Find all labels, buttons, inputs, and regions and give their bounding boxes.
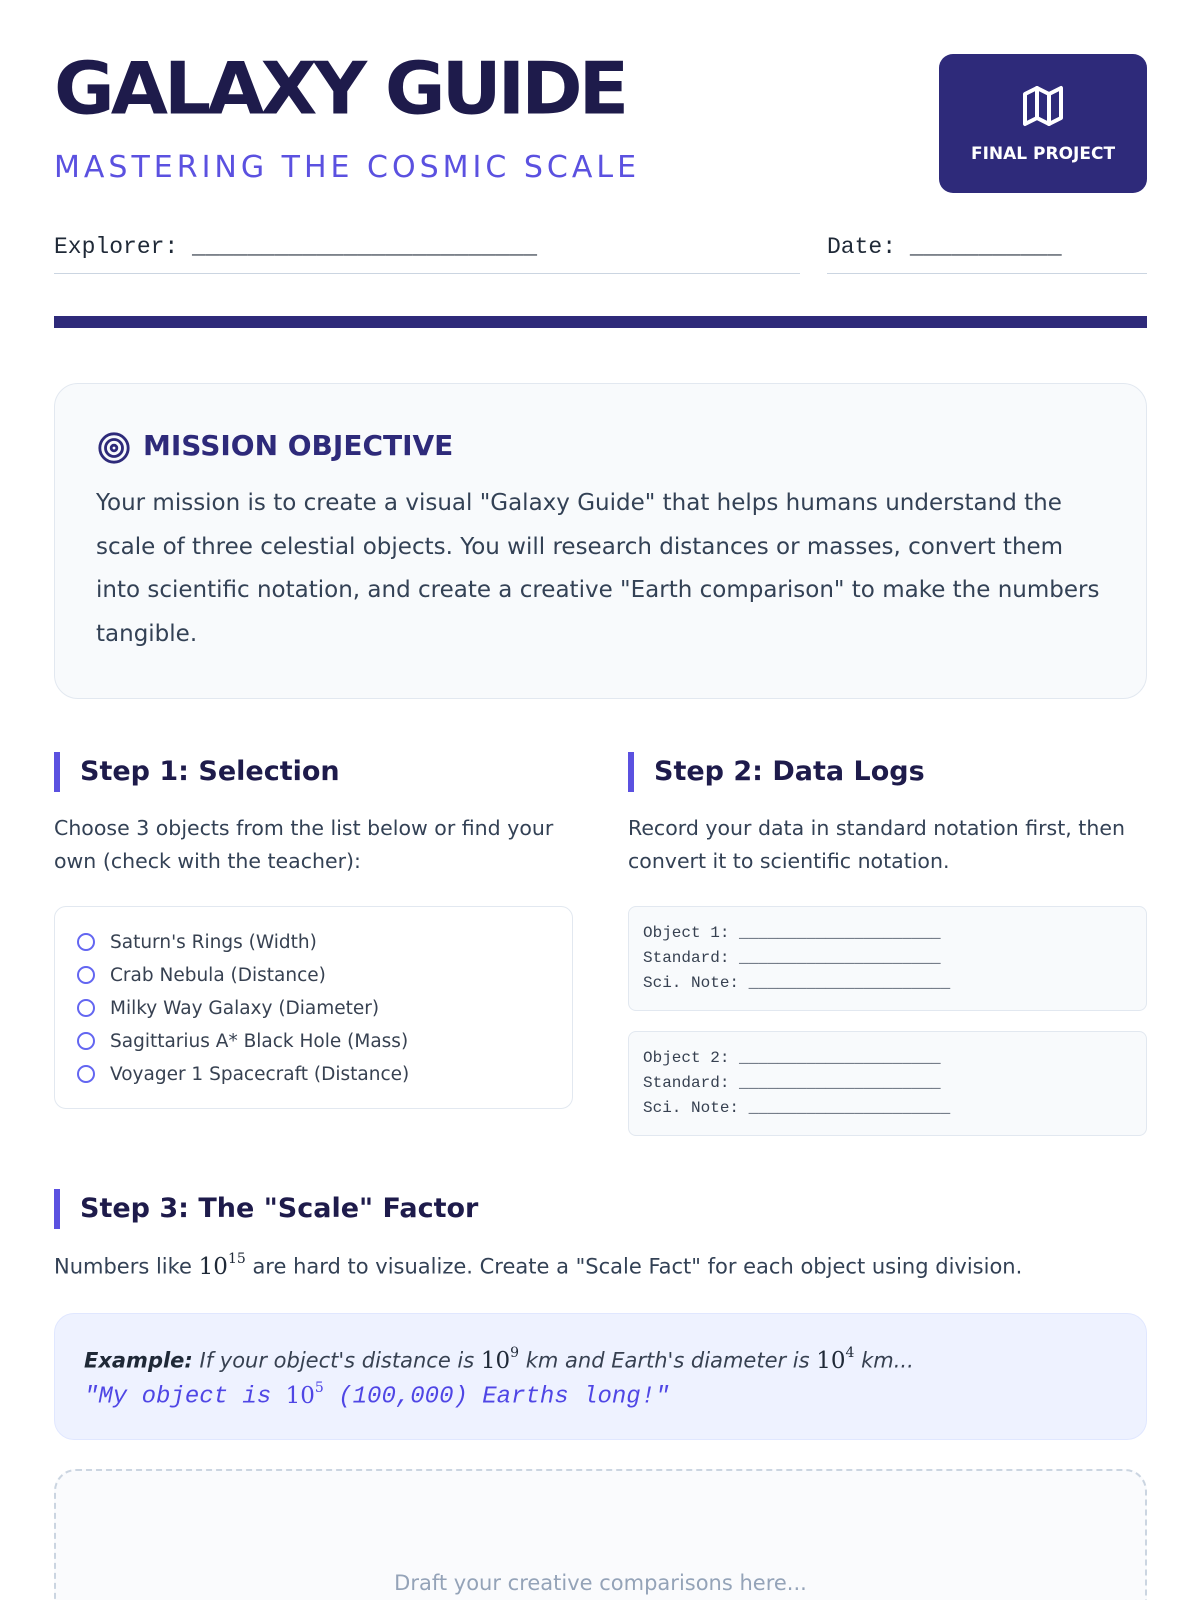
step3-text-before: Numbers like <box>54 1254 199 1279</box>
map-icon <box>1019 82 1067 130</box>
step2-instructions: Record your data in standard notation first, then convert it to scientific notation. <box>628 816 1125 873</box>
log-object-line: Object 1: _____________________ <box>643 924 941 942</box>
date-field[interactable]: Date: ___________ <box>827 234 1062 260</box>
explorer-field[interactable]: Explorer: _________________________ <box>54 234 538 260</box>
log-standard-line: Standard: _____________________ <box>643 1074 941 1092</box>
example-text: km... <box>854 1348 914 1373</box>
target-icon <box>97 431 131 465</box>
step1-instructions: Choose 3 objects from the list below or find your own (check with the teacher): <box>54 816 554 873</box>
power-of-ten <box>480 1345 520 1374</box>
example-callout <box>54 1313 1147 1440</box>
option-label: Milky Way Galaxy (Diameter) <box>110 997 380 1019</box>
final-project-badge <box>939 54 1147 193</box>
quote-text: "My object is <box>84 1383 286 1411</box>
page-subtitle: MASTERING THE COSMIC SCALE <box>54 150 641 185</box>
example-text: If your object's distance is <box>192 1348 481 1373</box>
mission-objective-card <box>54 383 1147 699</box>
draft-placeholder: Draft your creative comparisons here... <box>394 1571 807 1595</box>
power-of-ten <box>285 1380 324 1409</box>
option-label: Saturn's Rings (Width) <box>110 931 317 953</box>
radio-button[interactable] <box>77 933 95 951</box>
power-exponent: 9 <box>510 1345 520 1361</box>
radio-button[interactable] <box>77 1032 95 1050</box>
list-item[interactable] <box>77 993 379 1023</box>
power-exponent: 5 <box>314 1380 324 1396</box>
power-base: 10 <box>816 1347 846 1374</box>
power-base: 10 <box>198 1253 228 1280</box>
data-log-object-1[interactable] <box>628 906 1147 1011</box>
step1-heading: Step 1: Selection <box>54 752 340 792</box>
explorer-underline <box>54 273 800 274</box>
option-label: Sagittarius A* Black Hole (Mass) <box>110 1030 409 1052</box>
power-base: 10 <box>480 1347 511 1374</box>
option-label: Voyager 1 Spacecraft (Distance) <box>110 1063 410 1085</box>
example-text: km and Earth's diameter is <box>519 1348 817 1373</box>
log-standard-line: Standard: _____________________ <box>643 949 941 967</box>
radio-button[interactable] <box>77 966 95 984</box>
power-exponent: 15 <box>227 1251 246 1267</box>
log-sci-note-line: Sci. Note: _____________________ <box>643 974 951 992</box>
step2-heading: Step 2: Data Logs <box>628 752 925 792</box>
option-label: Crab Nebula (Distance) <box>110 964 326 986</box>
mission-title: MISSION OBJECTIVE <box>143 429 454 462</box>
step3-instructions <box>54 1253 1022 1280</box>
step3-heading: Step 3: The "Scale" Factor <box>54 1189 478 1229</box>
list-item[interactable] <box>77 960 326 990</box>
power-of-ten <box>198 1251 246 1280</box>
badge-label: FINAL PROJECT <box>970 144 1116 164</box>
power-exponent: 4 <box>845 1345 855 1361</box>
data-log-object-2[interactable] <box>628 1031 1147 1136</box>
list-item[interactable] <box>77 1059 409 1089</box>
example-quote <box>84 1382 670 1411</box>
power-base: 10 <box>285 1382 315 1409</box>
quote-text: (100,000) Earths long!" <box>323 1383 670 1411</box>
radio-button[interactable] <box>77 1065 95 1083</box>
list-item[interactable] <box>77 927 317 957</box>
radio-button[interactable] <box>77 999 95 1017</box>
page-title: GALAXY GUIDE <box>54 46 626 132</box>
example-line <box>84 1347 914 1374</box>
date-underline <box>827 273 1147 274</box>
header-divider <box>54 316 1147 328</box>
object-options-list <box>54 906 573 1109</box>
list-item[interactable] <box>77 1026 408 1056</box>
draft-comparisons-area[interactable] <box>54 1469 1147 1600</box>
example-label: Example: <box>84 1348 193 1373</box>
log-sci-note-line: Sci. Note: _____________________ <box>643 1099 951 1117</box>
step3-text-after: are hard to visualize. Create a "Scale Fact" for each object using division. <box>245 1254 1023 1279</box>
power-of-ten <box>816 1345 855 1374</box>
log-object-line: Object 2: _____________________ <box>643 1049 941 1067</box>
mission-body: Your mission is to create a visual "Galaxy Guide" that helps humans understand the scale of three celestial objects. You will research distances or masses, convert them into scientific notation, and create a creative "Earth comparison" to make the numbers tangible. <box>96 490 1100 647</box>
